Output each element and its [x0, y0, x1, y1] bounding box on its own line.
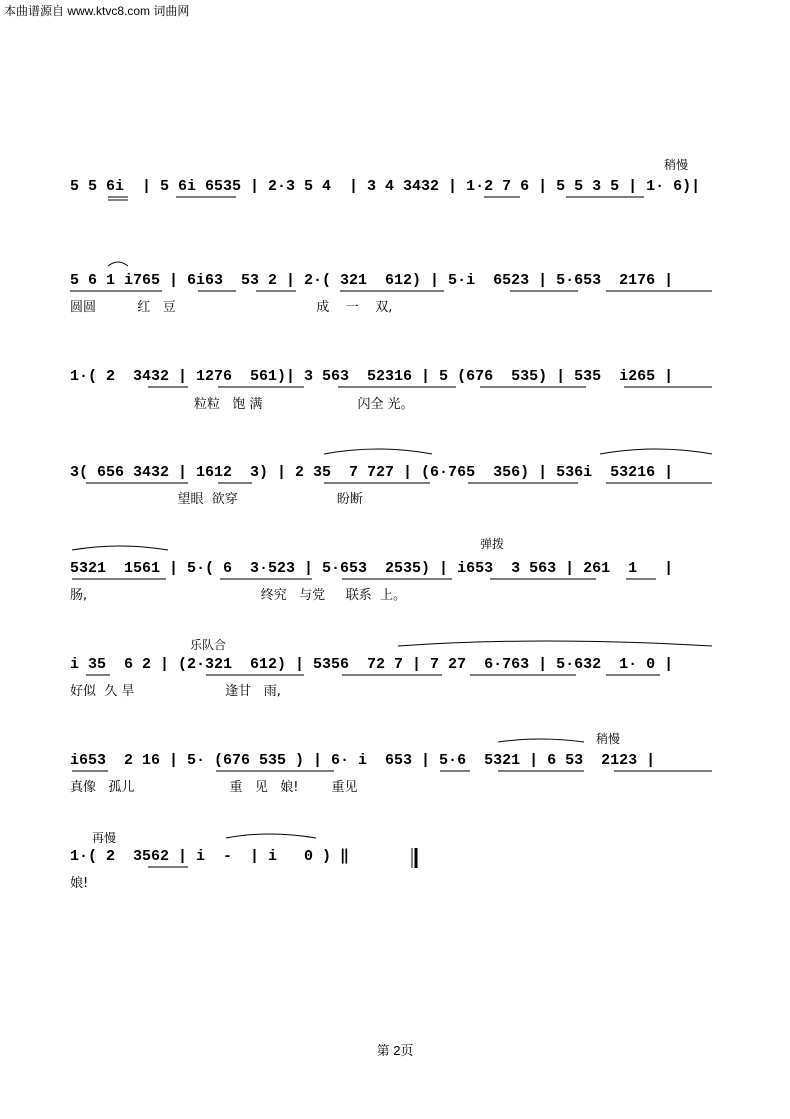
- lyrics-line-6: 好似 久 旱 逢甘 雨,: [70, 684, 281, 699]
- tempo-mark-1: 稍慢: [664, 158, 689, 172]
- notation-line-8: 1·( 2 3562 | i - | i 0 ) ‖: [70, 848, 350, 865]
- tanbo-mark: 弹拨: [480, 537, 505, 551]
- source-header: 本曲谱源自 www.ktvc8.com 词曲网: [4, 4, 190, 18]
- lyrics-line-7: 真像 孤儿 重 见 娘! 重见: [70, 780, 358, 795]
- tempo-mark-2: 稍慢: [596, 732, 621, 746]
- lyrics-line-3: 粒粒 饱 满 闪全 光。: [70, 397, 414, 412]
- notation-line-5: 5321 1561 | 5·( 6 3·523 | 5·653 2535) | i653 3 563 | 261 1 |: [70, 560, 674, 577]
- notation-line-6: i 35 6 2 | (2·321 612) | 5356 72 7 | 7 27 6·763 | 5·632 1· 0 |: [70, 656, 674, 673]
- ensemble-mark: 乐队合: [190, 638, 227, 652]
- notation-line-2: 5 6 1 i765 | 6i63 53 2 | 2·( 321 612) | 5·i 6523 | 5·653 2176 |: [70, 272, 674, 289]
- notation-line-3: 1·( 2 3432 | 1276 561)| 3 563 52316 | 5 (676 535) | 535 i265 |: [70, 368, 674, 385]
- notation-line-1: 5 5 6i | 5 6i 6535 | 2·3 5 4 | 3 4 3432 | 1·2 7 6 | 5 5 3 5 | 1· 6)|: [70, 178, 701, 195]
- tempo-mark-3: 再慢: [92, 831, 117, 845]
- notation-line-4: 3( 656 3432 | 1612 3) | 2 35 7 727 | (6·765 356) | 536i 53216 |: [70, 464, 674, 481]
- page-number: 第 2页: [376, 1043, 414, 1058]
- notation-line-7: i653 2 16 | 5· (676 535 ) | 6· i 653 | 5·6 5321 | 6 53 2123 |: [70, 752, 656, 769]
- lyrics-line-8: 娘!: [70, 876, 89, 891]
- lyrics-line-4: 望眼 欲穿 盼断: [70, 492, 363, 507]
- lyrics-line-5: 肠, 终究 与党 联系 上。: [70, 588, 407, 603]
- lyrics-line-2: 圆圆 红 豆 成 一 双,: [70, 300, 393, 315]
